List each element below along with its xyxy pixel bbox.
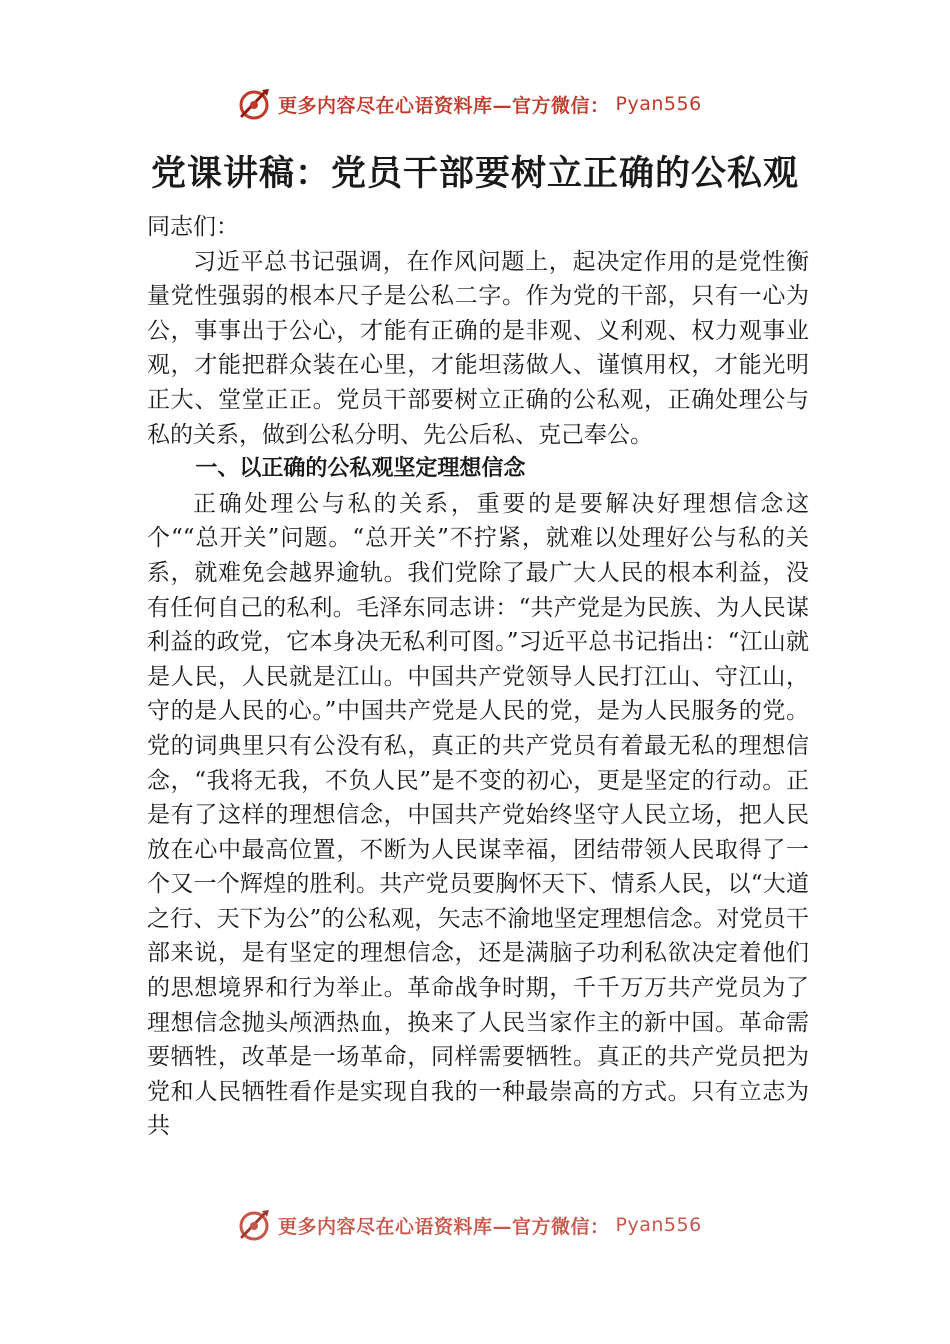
intro-paragraph: 习近平总书记强调，在作风问题上，起决定作用的是党性衡量党性强弱的根本尺子是公私二字。作为党的干部，只有一心为公，事事出于公心，才能有正确的是非观、义利观、权力观事业观，才能把群众装在心里，才能坦荡做人、谨慎用权，才能光明正大、堂堂正正。党员干部要树立正确的公私观，正确处理公与私的关系，做到公私分明、先公后私、克己奉公。	[147, 248, 809, 448]
salutation: 同志们：	[147, 214, 239, 240]
pen-logo-icon	[236, 86, 272, 122]
watermark-header	[236, 86, 702, 122]
watermark-wechat-id: Pyan556	[615, 1214, 702, 1236]
watermark-text: 更多内容尽在心语资料库—官方微信：	[278, 1215, 610, 1238]
section-heading-1: 一、以正确的公私观坚定理想信念	[195, 456, 526, 482]
watermark-wechat-id: Pyan556	[615, 93, 702, 115]
document-title: 党课讲稿：党员干部要树立正确的公私观	[150, 153, 799, 194]
watermark-text: 更多内容尽在心语资料库—官方微信：	[278, 94, 610, 117]
watermark-footer	[236, 1207, 702, 1243]
section-1-paragraph: 正确处理公与私的关系，重要的是要解决好理想信念这个““总开关”问题。“总开关”不拧紧，就难以处理好公与私的关系，就难免会越界逾轨。我们党除了最广大人民的根本利益，没有任何自己的私利。毛泽东同志讲：“共产党是为民族、为人民谋利益的政党，它本身决无私利可图。”习近平总书记指出：“江山就是人民，人民就是江山。中国共产党领导人民打江山、守江山，守的是人民的心。”中国共产党是人民的党，是为人民服务的党。党的词典里只有公没有私，真正的共产党员有着最无私的理想信念，“我将无我，不负人民”是不变的初心，更是坚定的行动。正是有了这样的理想信念，中国共产党始终坚守人民立场，把人民放在心中最高位置，不断为人民谋幸福，团结带领人民取得了一个又一个辉煌的胜利。共产党员要胸怀天下、情系人民，以“大道之行、天下为公”的公私观，矢志不渝地坚定理想信念。对党员干部来说，是有坚定的理想信念，还是满脑子功利私欲决定着他们的思想境界和行为举止。革命战争时期，千千万万共产党员为了理想信念抛头颅洒热血，换来了人民当家作主的新中国。革命需要牺牲，改革是一场革命，同样需要牺牲。真正的共产党员把为党和人民牺牲看作是实现自我的一种最崇高的方式。只有立志为共	[147, 490, 809, 1140]
pen-logo-icon	[236, 1207, 272, 1243]
document-body	[147, 210, 809, 1144]
